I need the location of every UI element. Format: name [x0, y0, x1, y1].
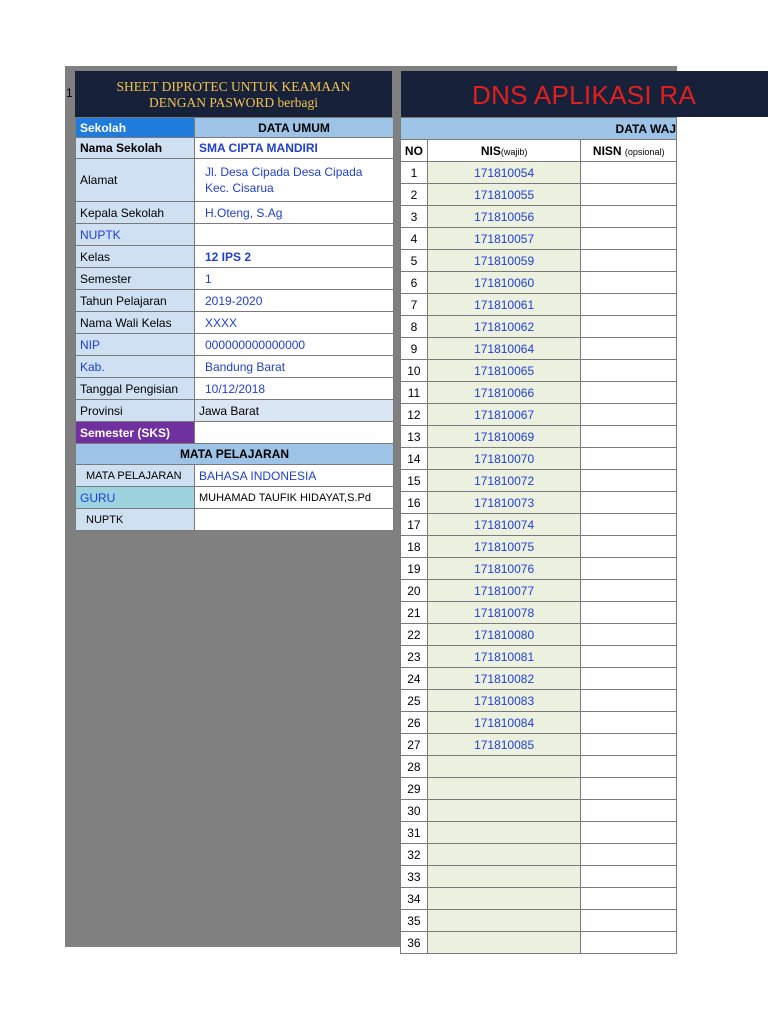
- col-nisn-note: (opsional): [624, 146, 665, 157]
- kepala-sekolah-label: Kepala Sekolah: [76, 202, 195, 224]
- tanggal-label: Tanggal Pengisian: [76, 378, 195, 400]
- row-number: 1: [66, 86, 73, 100]
- nisn-cell[interactable]: [581, 932, 677, 954]
- nisn-cell[interactable]: [581, 426, 677, 448]
- row-no-cell: 31: [401, 822, 428, 844]
- table-row: [401, 910, 677, 932]
- nis-cell[interactable]: [427, 756, 581, 778]
- table-row: [401, 778, 677, 800]
- row-no-cell: 8: [401, 316, 428, 338]
- nis-cell[interactable]: 171810073: [427, 492, 581, 514]
- tahun-pelajaran-label: Tahun Pelajaran: [76, 290, 195, 312]
- nip-field[interactable]: 000000000000000: [195, 334, 394, 356]
- row-no-cell: 23: [401, 646, 428, 668]
- nisn-cell[interactable]: [581, 294, 677, 316]
- table-row: [401, 712, 677, 734]
- row-no-cell: 3: [401, 206, 428, 228]
- nisn-cell[interactable]: [581, 624, 677, 646]
- table-row: [401, 800, 677, 822]
- table-row: [401, 228, 677, 250]
- nisn-cell[interactable]: [581, 470, 677, 492]
- row-no-cell: 16: [401, 492, 428, 514]
- nis-cell[interactable]: 171810075: [427, 536, 581, 558]
- kab-label: Kab.: [76, 356, 195, 378]
- row-no-cell: 20: [401, 580, 428, 602]
- row-no-cell: 32: [401, 844, 428, 866]
- nis-cell[interactable]: 171810082: [427, 668, 581, 690]
- row-no-cell: 1: [401, 162, 428, 184]
- banner-line-1: SHEET DIPROTEC UNTUK KEAMAAN: [116, 79, 351, 94]
- col-header-no: NO: [401, 140, 428, 162]
- wali-kelas-field[interactable]: XXXX: [195, 312, 394, 334]
- table-row: [401, 448, 677, 470]
- table-row: [401, 558, 677, 580]
- wali-kelas-label: Nama Wali Kelas: [76, 312, 195, 334]
- table-row: [401, 404, 677, 426]
- nisn-cell[interactable]: [581, 866, 677, 888]
- row-no-cell: 12: [401, 404, 428, 426]
- nisn-cell[interactable]: [581, 162, 677, 184]
- nis-cell[interactable]: 171810085: [427, 734, 581, 756]
- nis-cell[interactable]: 171810072: [427, 470, 581, 492]
- nis-cell[interactable]: 171810078: [427, 602, 581, 624]
- nis-cell[interactable]: 171810077: [427, 580, 581, 602]
- kab-field[interactable]: Bandung Barat: [195, 356, 394, 378]
- alamat-line-2: Kec. Cisarua: [205, 181, 274, 195]
- semester-field[interactable]: 1: [195, 268, 394, 290]
- nis-cell[interactable]: [427, 844, 581, 866]
- nis-cell[interactable]: [427, 778, 581, 800]
- table-row: [401, 602, 677, 624]
- semester-sks-label: Semester (SKS): [76, 422, 195, 444]
- protection-notice-banner: [75, 71, 392, 117]
- row-no-cell: 33: [401, 866, 428, 888]
- table-row: [401, 316, 677, 338]
- nisn-cell[interactable]: [581, 404, 677, 426]
- table-row: [401, 272, 677, 294]
- row-no-cell: 30: [401, 800, 428, 822]
- table-row: [401, 866, 677, 888]
- row-no-cell: 6: [401, 272, 428, 294]
- nis-cell[interactable]: 171810059: [427, 250, 581, 272]
- table-row: [401, 536, 677, 558]
- mata-pelajaran-header: MATA PELAJARAN: [76, 444, 394, 465]
- row-no-cell: 17: [401, 514, 428, 536]
- guru-nuptk-label: NUPTK: [76, 509, 195, 531]
- banner-line-2: DENGAN PASWORD berbagi: [149, 95, 318, 110]
- row-no-cell: 2: [401, 184, 428, 206]
- table-row: [401, 162, 677, 184]
- nisn-cell[interactable]: [581, 712, 677, 734]
- nis-cell[interactable]: 171810084: [427, 712, 581, 734]
- row-no-cell: 22: [401, 624, 428, 646]
- row-no-cell: 27: [401, 734, 428, 756]
- nisn-cell[interactable]: [581, 668, 677, 690]
- table-row: [401, 932, 677, 954]
- table-row: [401, 184, 677, 206]
- row-no-cell: 4: [401, 228, 428, 250]
- table-row: [401, 206, 677, 228]
- row-no-cell: 29: [401, 778, 428, 800]
- guru-field[interactable]: MUHAMAD TAUFIK HIDAYAT,S.Pd: [195, 487, 394, 509]
- student-data-title: DATA WAJ: [401, 118, 677, 140]
- nis-cell[interactable]: [427, 866, 581, 888]
- alamat-line-1: Jl. Desa Cipada Desa Cipada: [205, 165, 363, 179]
- table-row: [401, 426, 677, 448]
- table-row: [401, 668, 677, 690]
- col-header-nisn: [581, 140, 677, 162]
- nisn-cell[interactable]: [581, 602, 677, 624]
- nuptk-label: NUPTK: [76, 224, 195, 246]
- table-row: [401, 470, 677, 492]
- nisn-cell[interactable]: [581, 690, 677, 712]
- nis-cell[interactable]: [427, 800, 581, 822]
- header-data-umum: DATA UMUM: [195, 118, 394, 138]
- nis-cell[interactable]: 171810083: [427, 690, 581, 712]
- guru-nuptk-field[interactable]: [195, 509, 394, 531]
- nis-cell[interactable]: 171810057: [427, 228, 581, 250]
- row-no-cell: 35: [401, 910, 428, 932]
- nisn-cell[interactable]: [581, 228, 677, 250]
- row-no-cell: 18: [401, 536, 428, 558]
- table-row: [401, 382, 677, 404]
- row-no-cell: 7: [401, 294, 428, 316]
- row-no-cell: 25: [401, 690, 428, 712]
- nip-label: NIP: [76, 334, 195, 356]
- nisn-cell[interactable]: [581, 910, 677, 932]
- nama-sekolah-label: Nama Sekolah: [76, 138, 195, 159]
- row-no-cell: 24: [401, 668, 428, 690]
- provinsi-field[interactable]: Jawa Barat: [195, 400, 394, 422]
- row-no-cell: 15: [401, 470, 428, 492]
- col-nis-label: NIS: [480, 143, 501, 158]
- table-row: [401, 580, 677, 602]
- row-no-cell: 26: [401, 712, 428, 734]
- nisn-cell[interactable]: [581, 800, 677, 822]
- table-row: [401, 646, 677, 668]
- row-no-cell: 5: [401, 250, 428, 272]
- nama-sekolah-field[interactable]: SMA CIPTA MANDIRI: [195, 138, 394, 159]
- table-row: [401, 514, 677, 536]
- col-nis-note: (wajib): [500, 146, 528, 157]
- alamat-field[interactable]: [195, 159, 394, 202]
- nisn-cell[interactable]: [581, 492, 677, 514]
- nisn-cell[interactable]: [581, 888, 677, 910]
- nisn-cell[interactable]: [581, 646, 677, 668]
- row-no-cell: 9: [401, 338, 428, 360]
- nis-cell[interactable]: 171810076: [427, 558, 581, 580]
- nis-cell[interactable]: 171810056: [427, 206, 581, 228]
- nis-cell[interactable]: 171810062: [427, 316, 581, 338]
- tanggal-field[interactable]: 10/12/2018: [195, 378, 394, 400]
- nis-cell[interactable]: 171810069: [427, 426, 581, 448]
- nisn-cell[interactable]: [581, 580, 677, 602]
- semester-label: Semester: [76, 268, 195, 290]
- nis-cell[interactable]: 171810066: [427, 382, 581, 404]
- kelas-field[interactable]: 12 IPS 2: [195, 246, 394, 268]
- nis-cell[interactable]: 171810055: [427, 184, 581, 206]
- nisn-cell[interactable]: [581, 514, 677, 536]
- row-no-cell: 34: [401, 888, 428, 910]
- nisn-cell[interactable]: [581, 250, 677, 272]
- nisn-cell[interactable]: [581, 382, 677, 404]
- semester-sks-field[interactable]: [195, 422, 394, 444]
- nis-cell[interactable]: 171810081: [427, 646, 581, 668]
- row-no-cell: 28: [401, 756, 428, 778]
- table-row: [401, 734, 677, 756]
- guru-label: GURU: [76, 487, 195, 509]
- alamat-label: Alamat: [76, 159, 195, 202]
- nis-cell[interactable]: 171810054: [427, 162, 581, 184]
- row-no-cell: 21: [401, 602, 428, 624]
- nisn-cell[interactable]: [581, 778, 677, 800]
- row-no-cell: 13: [401, 426, 428, 448]
- row-no-cell: 14: [401, 448, 428, 470]
- nisn-cell[interactable]: [581, 558, 677, 580]
- tahun-pelajaran-field[interactable]: 2019-2020: [195, 290, 394, 312]
- nis-cell[interactable]: 171810064: [427, 338, 581, 360]
- table-row: [401, 822, 677, 844]
- table-row: [401, 756, 677, 778]
- header-sekolah: Sekolah: [76, 118, 195, 138]
- table-row: [401, 294, 677, 316]
- nisn-cell[interactable]: [581, 734, 677, 756]
- student-data-table: [400, 117, 677, 954]
- nisn-cell[interactable]: [581, 338, 677, 360]
- provinsi-label: Provinsi: [76, 400, 195, 422]
- nis-cell[interactable]: 171810060: [427, 272, 581, 294]
- col-header-nis: [427, 140, 581, 162]
- nis-cell[interactable]: [427, 910, 581, 932]
- nisn-cell[interactable]: [581, 360, 677, 382]
- table-row: [401, 624, 677, 646]
- table-row: [401, 338, 677, 360]
- nisn-cell[interactable]: [581, 822, 677, 844]
- nisn-cell[interactable]: [581, 844, 677, 866]
- row-no-cell: 36: [401, 932, 428, 954]
- nis-cell[interactable]: 171810067: [427, 404, 581, 426]
- table-row: [401, 690, 677, 712]
- nis-cell[interactable]: [427, 822, 581, 844]
- mapel-field[interactable]: BAHASA INDONESIA: [195, 465, 394, 487]
- nisn-cell[interactable]: [581, 448, 677, 470]
- row-no-cell: 11: [401, 382, 428, 404]
- kelas-label: Kelas: [76, 246, 195, 268]
- nisn-cell[interactable]: [581, 206, 677, 228]
- col-nisn-label: NISN: [592, 143, 622, 158]
- nis-cell[interactable]: 171810074: [427, 514, 581, 536]
- nis-cell[interactable]: 171810070: [427, 448, 581, 470]
- nis-cell[interactable]: [427, 932, 581, 954]
- kepala-sekolah-field[interactable]: H.Oteng, S.Ag: [195, 202, 394, 224]
- nis-cell[interactable]: 171810065: [427, 360, 581, 382]
- nisn-cell[interactable]: [581, 536, 677, 558]
- table-row: [401, 360, 677, 382]
- row-no-cell: 19: [401, 558, 428, 580]
- table-row: [401, 250, 677, 272]
- nis-cell[interactable]: 171810080: [427, 624, 581, 646]
- table-row: [401, 492, 677, 514]
- app-title: DNS APLIKASI RA: [472, 80, 697, 110]
- nisn-cell[interactable]: [581, 272, 677, 294]
- mapel-label: MATA PELAJARAN: [76, 465, 195, 487]
- nisn-cell[interactable]: [581, 756, 677, 778]
- nis-cell[interactable]: 171810061: [427, 294, 581, 316]
- general-data-table: [75, 117, 394, 531]
- row-no-cell: 10: [401, 360, 428, 382]
- nisn-cell[interactable]: [581, 184, 677, 206]
- nisn-cell[interactable]: [581, 316, 677, 338]
- nis-cell[interactable]: [427, 888, 581, 910]
- table-row: [401, 888, 677, 910]
- nuptk-field[interactable]: [195, 224, 394, 246]
- table-row: [401, 844, 677, 866]
